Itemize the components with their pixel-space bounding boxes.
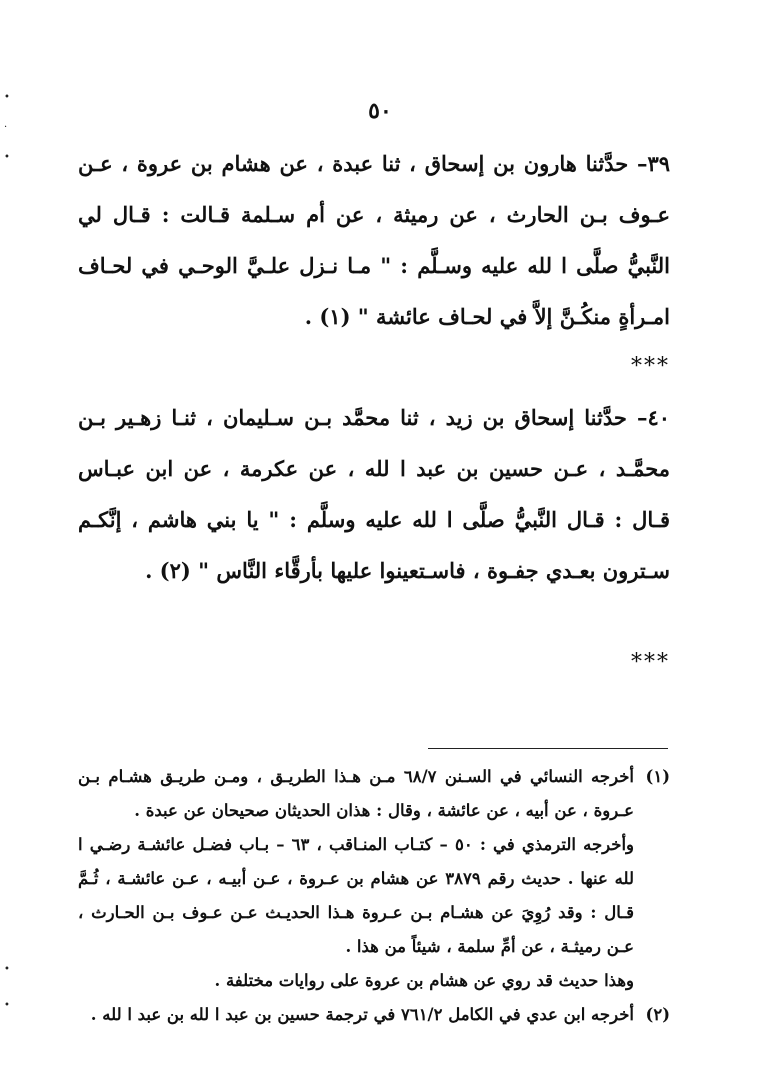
footnote-marker: (١)	[645, 767, 670, 786]
section-separator: ***	[631, 650, 670, 675]
footnote-marker: (٢)	[645, 1005, 670, 1024]
page-number: ٥٠	[368, 98, 392, 124]
hadith-number: ٣٩–	[636, 151, 671, 176]
main-text	[78, 138, 670, 688]
hadith-39	[78, 138, 670, 342]
footnotes	[78, 760, 670, 1032]
footnote-paragraph: وهذا حديث قد روي عن هشام بن عروة على روايات مختلفة .	[214, 971, 634, 990]
footnote-text	[78, 998, 634, 1032]
footnote-text	[78, 760, 634, 998]
footnote-paragraph: وأخرجه الترمذي في : ٥٠ – كتـاب المنـاقب ، ٦٣ – بـاب فضـل عائشـة رضـي ا لله عنها . حديث رقم ٣٨٧٩ عن هشام بن عـروة ، عـن أبيـه ، عـن عائشـة ، ثُـمَّ قـال : وقد رُوِيَ عن هشـام بـن عـروة هـذا الحديـث عـن عـوف بـن الحـارث ، عـن رميثـة ، عن أمِّ سلمة ، شيئاً من هذا .	[78, 835, 634, 956]
margin-dot: •	[4, 92, 10, 103]
margin-dot: ·	[4, 122, 8, 133]
margin-dot: •	[4, 1000, 10, 1011]
hadith-40	[78, 392, 670, 596]
margin-dot: •	[4, 964, 10, 975]
footnote-divider	[428, 748, 668, 749]
footnote-paragraph: أخرجه النسائي في السـنن ٦٨/٧ مـن هـذا الطريـق ، ومـن طريـق هشـام بـن عـروة ، عن أبيه ، عن عائشة ، وقال : هذان الحديثان صحيحان عن عبدة .	[78, 767, 634, 820]
hadith-number: ٤٠–	[636, 405, 670, 430]
footnote-2	[78, 998, 670, 1032]
margin-dot: •	[4, 152, 10, 163]
footnote-paragraph: أخرجه ابن عدي في الكامل ٧٦١/٢ في ترجمة حسين بن عبد ا لله بن عبد ا لله .	[90, 1005, 634, 1024]
footnote-1	[78, 760, 670, 998]
section-separator: ***	[631, 354, 670, 379]
hadith-text: حدَّثنا هارون بن إسحاق ، ثنا عبدة ، عن هشام بن عروة ، عـن عـوف بـن الحارث ، عن رميثة ، عن أم سـلمة قـالت : قـال لي النَّبيُّ صلَّى ا لله عليه وسـلَّم : " مـا نـزل علـيَّ الوحـي في لحـاف امـرأةٍ منكُـنَّ إلاَّ في لحـاف عائشة " (١) .	[78, 151, 670, 329]
hadith-text: حدَّثنا إسحاق بن زيد ، ثنا محمَّد بـن سـليمان ، ثنـا زهـير بـن محمَّـد ، عـن حسين بن عبد ا لله ، عن عكرمة ، عن ابن عبـاس قـال : قـال النَّبيُّ صلَّى ا لله عليه وسلَّم : " يا بني هاشم ، إنَّكـم سـترون بعـدي جفـوة ، فاسـتعينوا عليها بأرقَّاء النَّاس " (٢) .	[78, 405, 670, 583]
